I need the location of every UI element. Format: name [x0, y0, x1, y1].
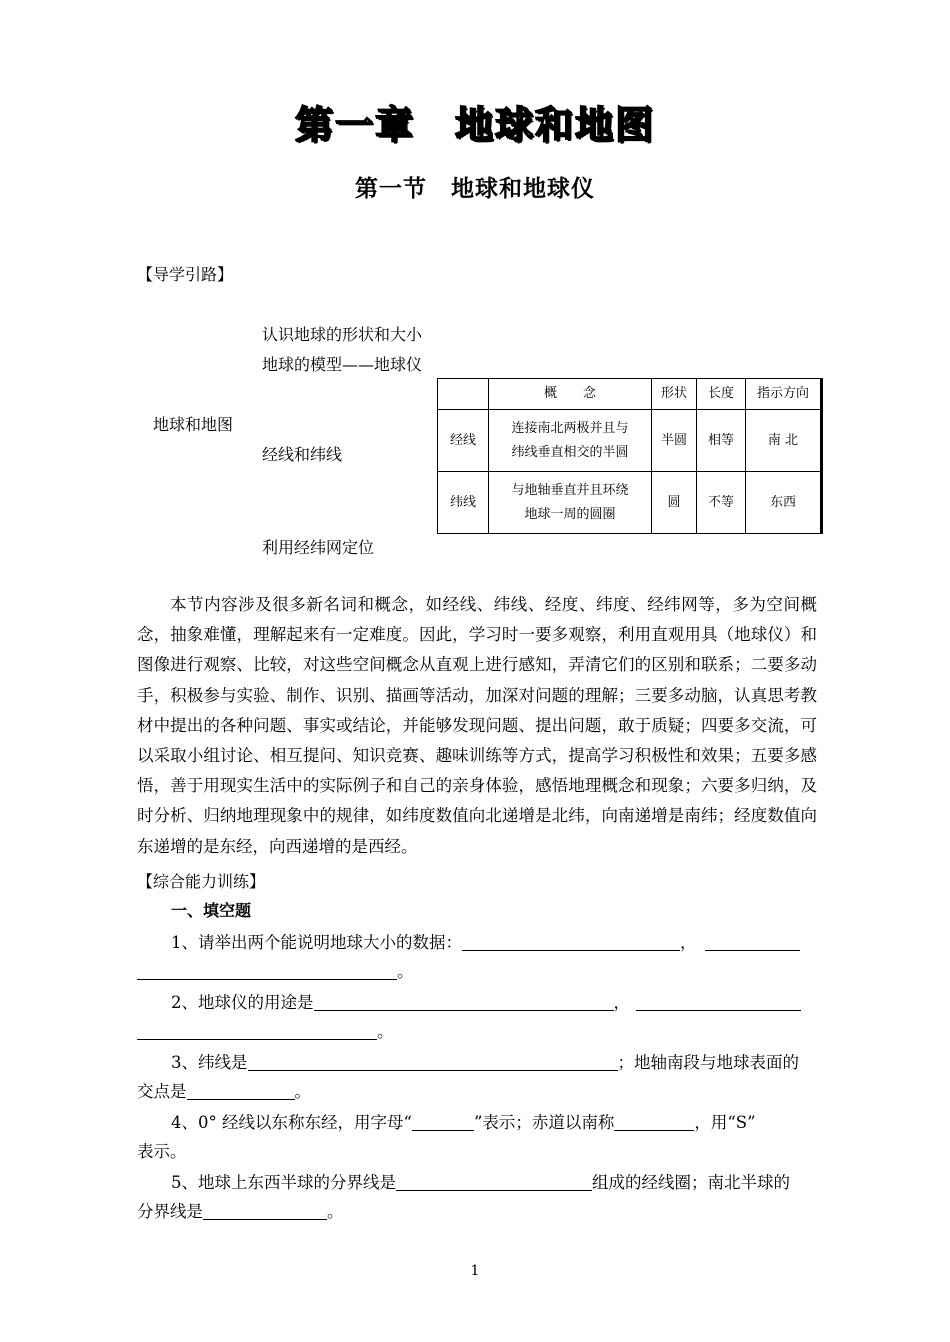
section-title: 第一节 地球和地球仪 [355, 176, 595, 202]
question-text: 组成的经线圈；南北半球的 [592, 1173, 790, 1192]
table-cell-name: 纬线 [438, 472, 489, 534]
question-text: 4、0° 经线以东称东经，用字母“ [171, 1113, 412, 1132]
table-cell-name: 经线 [438, 410, 489, 472]
table-cell-length: 相等 [697, 410, 746, 472]
question-text: 交点是 [137, 1082, 187, 1101]
table-header-row [438, 379, 822, 410]
guide-label: 【导学引路】 [137, 265, 234, 284]
concept-line: 地球一周的圆圈 [524, 506, 616, 522]
question-text: ，用“S” [694, 1113, 756, 1132]
fill-in-section-heading: 一、填空题 [171, 901, 252, 920]
table-cell-concept [489, 410, 652, 472]
question-text: ”表示；赤道以南称 [473, 1113, 615, 1132]
concept-table [437, 378, 823, 534]
mindmap-branch-globe-model: 地球的模型——地球仪 [262, 355, 423, 374]
question-5 [137, 1168, 817, 1226]
table-cell-direction: 东西 [746, 472, 822, 534]
training-label: 【综合能力训练】 [137, 872, 266, 891]
question-text: 。 [327, 1202, 344, 1221]
question-text: 3、纬线是 [171, 1053, 248, 1072]
concept-line: 与地轴垂直并且环绕 [511, 482, 629, 498]
question-2 [137, 988, 817, 1046]
mindmap-branch-grid-location: 利用经纬网定位 [262, 538, 375, 557]
table-cell-concept [489, 472, 652, 534]
mindmap-branch-shape-size: 认识地球的形状和大小 [262, 325, 423, 344]
page-number: 1 [470, 1263, 480, 1279]
table-header-cell: 指示方向 [746, 379, 822, 410]
question-text: 2、地球仪的用途是 [171, 993, 314, 1012]
answer-blank[interactable] [248, 1054, 618, 1072]
question-text: ， [680, 933, 697, 952]
table-cell-shape: 圆 [652, 472, 697, 534]
question-text: ， [613, 993, 630, 1012]
table-cell-shape: 半圆 [652, 410, 697, 472]
question-text: 5、地球上东西半球的分界线是 [171, 1173, 396, 1192]
answer-blank[interactable] [412, 1114, 474, 1132]
table-header-cell: 概 念 [489, 379, 652, 410]
question-text: 表示。 [137, 1142, 187, 1161]
question-text: ；地轴南段与地球表面的 [617, 1053, 799, 1072]
answer-blank[interactable] [636, 994, 801, 1012]
question-1 [137, 928, 817, 986]
answer-blank[interactable] [187, 1083, 295, 1101]
answer-blank[interactable] [314, 994, 614, 1012]
mindmap-branch-meridian-parallel: 经线和纬线 [262, 445, 343, 464]
concept-line: 纬线垂直相交的半圆 [511, 444, 629, 460]
question-3 [137, 1048, 817, 1106]
answer-blank[interactable] [203, 1203, 327, 1221]
answer-blank[interactable] [396, 1174, 592, 1192]
table-header-cell: 形状 [652, 379, 697, 410]
intro-paragraph: 本节内容涉及很多新名词和概念，如经线、纬线、经度、纬度、经纬网等，多为空间概念，抽象难懂，理解起来有一定难度。因此，学习时一要多观察，利用直观用具（地球仪）和图像进行观察、比较，对这些空间概念从直观上进行感知，弄清它们的区别和联系；二要多动手，积极参与实验、制作、识别、描画等活动，加深对问题的理解；三要多动脑，认真思考教材中提出的各种问题、事实或结论，并能够发现问题、提出问题，敢于质疑；四要多交流，可以采取小组讨论、相互提问、知识竞赛、趣味训练等方式，提高学习积极性和效果；五要多感悟，善于用现实生活中的实际例子和自己的亲身体验，感悟地理概念和现象；六要多归纳，及时分析、归纳地理现象中的规律，如纬度数值向北递增是北纬，向南递增是南纬；经度数值向东递增的是东经，向西递增的是西经。 [137, 595, 817, 856]
chapter-title: 第一章 地球和地图 [294, 103, 655, 147]
question-text: 1、请举出两个能说明地球大小的数据： [171, 933, 462, 952]
answer-blank[interactable] [137, 963, 397, 981]
question-text: 。 [294, 1082, 311, 1101]
answer-blank[interactable] [462, 934, 680, 952]
question-text: 。 [377, 1022, 394, 1041]
table-cell-length: 不等 [697, 472, 746, 534]
table-row [438, 472, 822, 534]
table-header-cell [438, 379, 489, 410]
question-4 [137, 1108, 817, 1166]
answer-blank[interactable] [614, 1114, 694, 1132]
question-text: 分界线是 [137, 1202, 203, 1221]
concept-line: 连接南北两极并且与 [511, 420, 629, 436]
answer-blank[interactable] [705, 934, 800, 952]
table-row [438, 410, 822, 472]
mindmap-root: 地球和地图 [153, 415, 234, 434]
question-text: 。 [397, 962, 414, 981]
table-header-cell: 长度 [697, 379, 746, 410]
table-cell-direction: 南 北 [746, 410, 822, 472]
answer-blank[interactable] [137, 1023, 377, 1041]
